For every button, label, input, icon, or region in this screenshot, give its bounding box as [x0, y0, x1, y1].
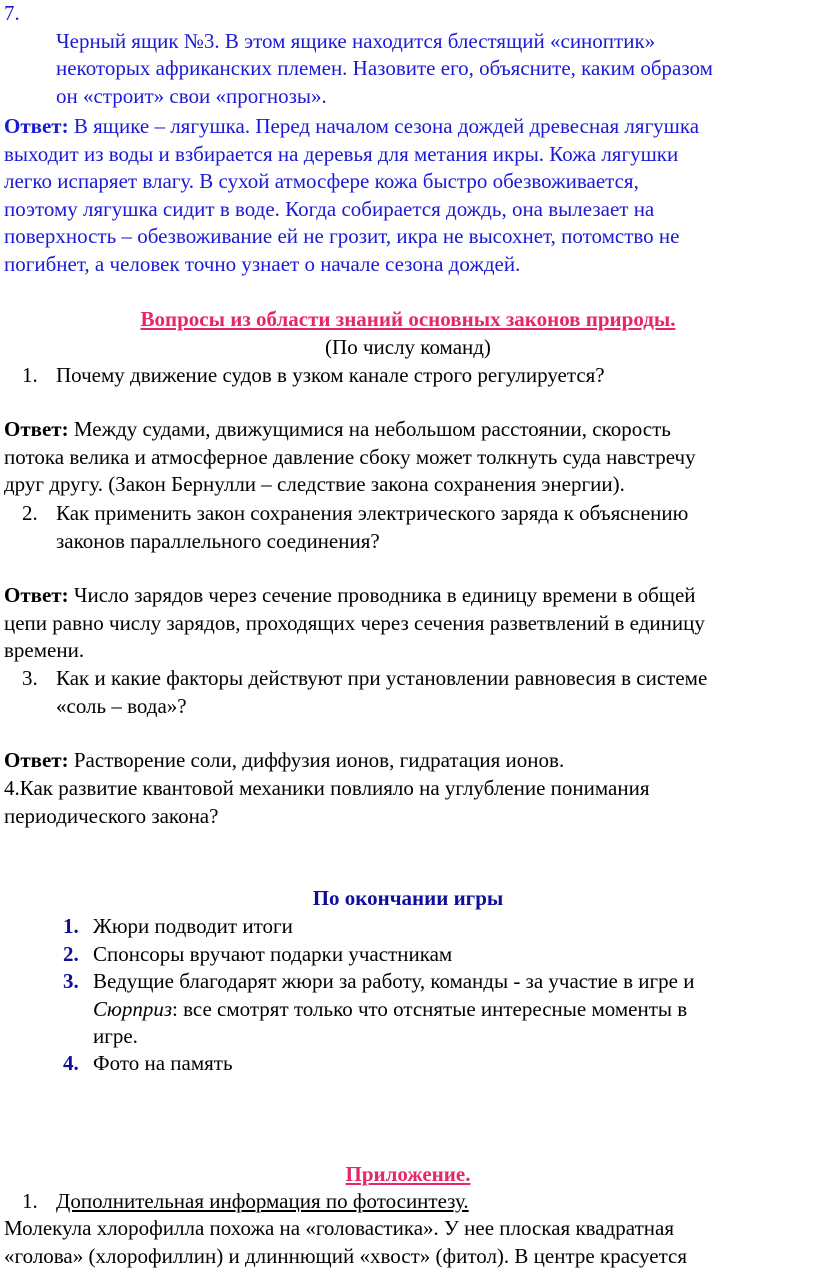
answer-2-text: Число зарядов через сечение проводника в единицу времени в общей цепи равно числу зарядов, проходящих через сечения разветвлений в единицу времени. [4, 583, 705, 663]
question-1-text: Почему движение судов в узком канале строго регулируется? [56, 363, 605, 387]
question-7-text: Черный ящик №3. В этом ящике находится блестящий «синоптик» некоторых африканских племен. Назовите его, объясните, каким образом он «строит» свои «прогнозы». [56, 28, 713, 108]
end-item-4-number: 4. [63, 1051, 79, 1075]
section-title-laws: Вопросы из области знаний основных законов природы. [140, 307, 676, 331]
question-7-number: 7. [4, 1, 20, 25]
answer-label: Ответ: [4, 417, 69, 441]
question-3-text: Как и какие факторы действуют при установлении равновесия в системе «соль – вода»? [56, 666, 708, 718]
answer-label: Ответ: [4, 114, 69, 138]
section-title-end-of-game: По окончании игры [312, 886, 504, 910]
question-2-number: 2. [22, 501, 38, 525]
answer-3-text: Растворение соли, диффузия ионов, гидратация ионов. [68, 748, 565, 772]
answer-1-text: Между судами, движущимися на небольшом расстоянии, скорость потока велика и атмосферное давление сбоку может толкнуть суда навстречу друг другу. (Закон Бернулли – следствие закона сохранения энергии). [4, 417, 696, 497]
end-item-1-text: Жюри подводит итоги [93, 914, 293, 938]
appendix-title: Приложение. [345, 1162, 471, 1186]
answer-label: Ответ: [4, 748, 69, 772]
question-2-text: Как применить закон сохранения электрического заряда к объяснению законов параллельного соединения? [56, 501, 689, 553]
end-item-4-text: Фото на память [93, 1051, 233, 1075]
answer-7 [4, 113, 810, 279]
surprise-italic: Сюрприз [93, 996, 173, 1021]
end-item-2-number: 2. [63, 942, 79, 966]
answer-2 [4, 582, 810, 665]
answer-1 [4, 416, 810, 499]
end-item-3-text: Ведущие благодарят жюри за работу, команды - за участие в игре и Сюрприз: все смотрят только что отснятые интересные моменты в игре. [93, 969, 695, 1049]
section-subtitle: (По числу команд) [325, 335, 491, 359]
question-3-number: 3. [22, 666, 38, 690]
end-item-3-number: 3. [63, 969, 79, 993]
appendix-item-number: 1. [22, 1189, 38, 1213]
question-1-number: 1. [22, 363, 38, 387]
answer-7-text: В ящике – лягушка. Перед началом сезона дождей древесная лягушка выходит из воды и взбирается на деревья для метания икры. Кожа лягушки легко испаряет влагу. В сухой атмосфере кожа быстро обезвоживается, поэтому лягушка сидит в воде. Когда собирается дождь, она вылезает на поверхность – обезвоживание ей не грозит, икра не высохнет, потомство не погибнет, а человек точно узнает о начале сезона дождей. [4, 114, 700, 276]
answer-label: Ответ: [4, 583, 69, 607]
appendix-item-text: Дополнительная информация по фотосинтезу. [56, 1189, 469, 1213]
end-item-1-number: 1. [63, 914, 79, 938]
appendix-text: Молекула хлорофилла похожа на «головастика». У нее плоская квадратная «голова» (хлорофиллин) и длиннющий «хвост» (фитол). В центре красуется [4, 1216, 688, 1268]
end-item-2-text: Спонсоры вручают подарки участникам [93, 942, 453, 966]
answer-3 [4, 747, 810, 775]
question-4: 4.Как развитие квантовой механики повлияло на углубление понимания периодического закона? [4, 776, 650, 828]
